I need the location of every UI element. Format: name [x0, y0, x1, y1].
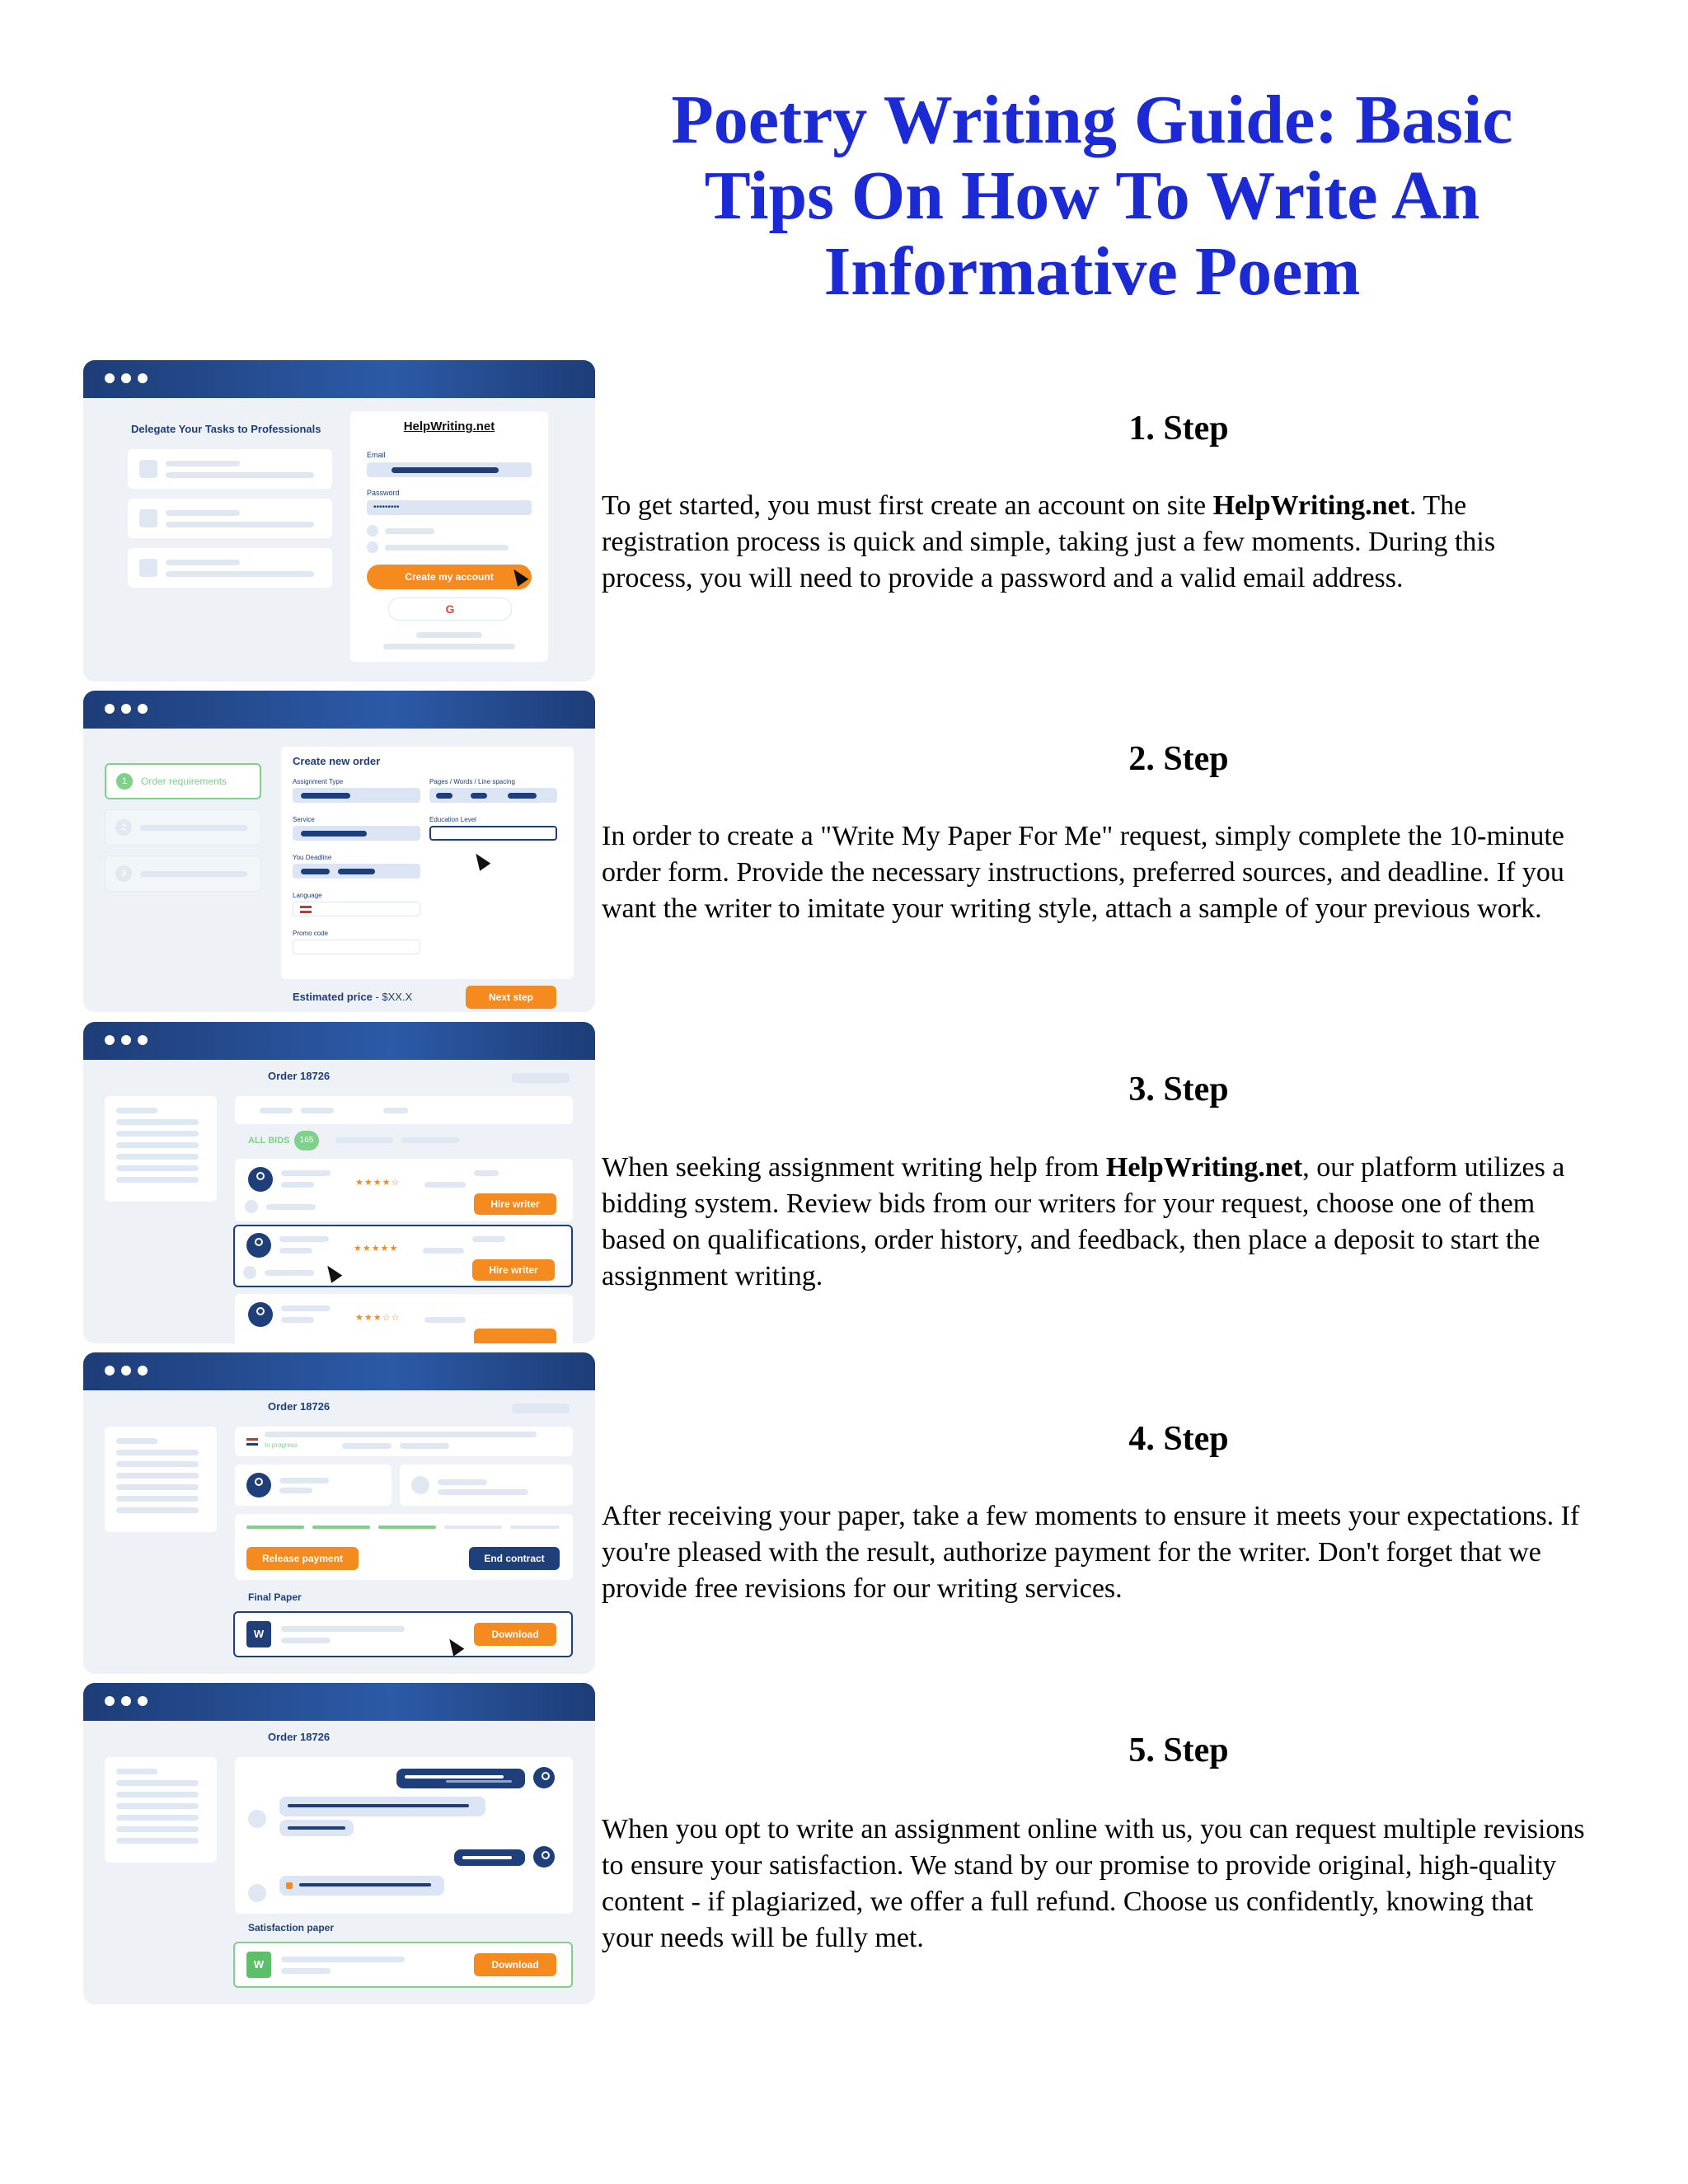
step-5-heading: 5. Step — [1128, 1732, 1229, 1769]
password-label: Password — [367, 489, 400, 497]
customer-card — [400, 1465, 573, 1506]
end-contract-button[interactable]: End contract — [469, 1547, 560, 1570]
satisfaction-paper-file[interactable] — [233, 1942, 573, 1988]
window-titlebar — [83, 1352, 595, 1390]
deadline-field[interactable] — [293, 864, 420, 879]
window-titlebar — [83, 691, 595, 729]
chat-panel — [235, 1757, 573, 1914]
next-step-button[interactable]: Next step — [466, 986, 556, 1009]
step-4-text: After receiving your paper, take a few moments to ensure it meets your expectations. If you're pleased with the result, authorize payment for the writer. Don't forget that we provide free revisions for our writing services. — [602, 1501, 1580, 1604]
screenshot-revisions — [83, 1683, 595, 2004]
step-3-heading: 3. Step — [1128, 1071, 1229, 1108]
google-signin-button[interactable]: G — [388, 598, 512, 621]
hire-writer-button[interactable]: Hire writer — [474, 1193, 556, 1215]
final-paper-label: Final Paper — [248, 1591, 302, 1603]
create-account-button[interactable]: Create my account — [367, 565, 532, 589]
brand-name: HelpWriting.net — [1212, 490, 1409, 521]
sidebar — [105, 1096, 217, 1202]
page-title: Poetry Writing Guide: Basic Tips On How To Write An Informative Poem — [671, 82, 1513, 310]
sidebar — [105, 1757, 217, 1863]
delegate-heading: Delegate Your Tasks to Professionals — [131, 423, 321, 435]
feature-card — [128, 499, 332, 538]
assignment-type-select[interactable] — [293, 788, 420, 803]
education-level-select[interactable] — [429, 826, 557, 841]
language-select[interactable] — [293, 902, 420, 916]
step-1-text: To get started, you must first create an account on site HelpWriting.net. The registration process is quick and simple, taking just a few moments. During this process, you will need to provide a password and a valid email address. — [602, 490, 1496, 593]
chat-message-received — [279, 1797, 485, 1816]
bid-card[interactable]: ★★★☆☆ — [235, 1294, 573, 1343]
step-4-heading: 4. Step — [1128, 1420, 1229, 1458]
hire-writer-button[interactable]: Hire writer — [472, 1259, 555, 1281]
feature-card — [128, 449, 332, 489]
step-5-text: When you opt to write an assignment online with us, you can request multiple revisions to ensure your satisfaction. We stand by our promise to provide original, high-quality content - if plagiarized, we offer a full refund. Choose us confidently, knowing that your needs will be fully met. — [602, 1814, 1585, 1953]
promo-code-input[interactable] — [293, 940, 420, 954]
all-bids-label: ALL BIDS — [248, 1136, 290, 1146]
chat-message-received — [279, 1876, 444, 1896]
order-summary — [235, 1096, 573, 1124]
order-step-1[interactable]: 1 Order requirements — [105, 763, 261, 799]
bid-card[interactable]: ★★★★☆ Hire writer — [235, 1159, 573, 1221]
email-label: Email — [367, 451, 386, 459]
window-titlebar — [83, 1022, 595, 1060]
bids-count-badge: 165 — [294, 1131, 319, 1151]
step-1-heading: 1. Step — [1128, 410, 1229, 448]
estimated-price: Estimated price - $XX.X — [293, 991, 413, 1003]
satisfaction-paper-label: Satisfaction paper — [248, 1922, 335, 1933]
step-2-text: In order to create a "Write My Paper For Me" request, simply complete the 10-minute order form. Provide the necessary instructions, preferred sources, and deadline. If you want the writer to imitate your writing style, attach a sample of your previous work. — [602, 821, 1564, 924]
order-number: Order 18726 — [268, 1400, 331, 1413]
order-step-3[interactable]: 3 — [105, 855, 261, 892]
brand-name: HelpWriting.net — [1105, 1152, 1303, 1183]
service-select[interactable] — [293, 826, 420, 841]
sidebar — [105, 1427, 217, 1532]
window-titlebar — [83, 360, 595, 398]
document-file-icon: W — [246, 1952, 271, 1978]
screenshot-bids — [83, 1022, 595, 1343]
password-field[interactable]: ••••••••• — [367, 500, 532, 515]
step-2-heading: 2. Step — [1128, 740, 1229, 778]
writer-avatar — [248, 1302, 273, 1327]
order-form-heading: Create new order — [293, 755, 381, 767]
word-file-icon: W — [246, 1621, 271, 1647]
order-step-2[interactable]: 2 — [105, 809, 261, 846]
writer-avatar — [246, 1473, 271, 1497]
order-number: Order 18726 — [268, 1731, 331, 1743]
screenshot-registration — [83, 360, 595, 682]
bid-card-selected[interactable]: ★★★★★ Hire writer — [233, 1225, 573, 1287]
writer-avatar — [248, 1167, 273, 1192]
email-field[interactable] — [367, 462, 532, 477]
order-summary — [235, 1427, 573, 1456]
chat-message-received — [279, 1820, 354, 1836]
brand-logo: HelpWriting.net — [403, 419, 495, 434]
screenshot-order-form — [83, 691, 595, 1012]
release-payment-button[interactable]: Release payment — [246, 1547, 359, 1570]
chat-message-sent — [396, 1769, 525, 1788]
final-paper-file[interactable] — [233, 1611, 573, 1657]
window-dot-icon — [138, 373, 148, 383]
order-form: Create new order Assignment Type Pages / Words / Line spacing Service Education Level You Deadline Language Promo code — [281, 747, 574, 979]
writer-avatar — [246, 1233, 271, 1258]
hire-writer-button[interactable] — [474, 1329, 556, 1343]
chat-message-sent — [454, 1849, 525, 1866]
window-dot-icon — [105, 373, 115, 383]
screenshot-final-paper — [83, 1352, 595, 1674]
window-titlebar — [83, 1683, 595, 1721]
download-button[interactable]: Download — [474, 1953, 556, 1976]
window-dot-icon — [121, 373, 131, 383]
writer-card — [235, 1465, 392, 1506]
pages-field[interactable] — [429, 788, 557, 803]
writer-avatar — [533, 1767, 555, 1788]
order-number: Order 18726 — [268, 1070, 331, 1082]
signup-form — [350, 411, 548, 662]
status-badge: In progress — [265, 1441, 298, 1449]
payment-panel — [235, 1514, 573, 1580]
writer-avatar — [533, 1846, 555, 1868]
feature-card — [128, 548, 332, 588]
download-button[interactable]: Download — [474, 1623, 556, 1646]
step-3-text: When seeking assignment writing help from HelpWriting.net, our platform utilizes a bidding system. Review bids from our writers for your request, choose one of them based on qualifications, order history, and feedback, then place a deposit to start the assignment writing. — [602, 1152, 1565, 1291]
